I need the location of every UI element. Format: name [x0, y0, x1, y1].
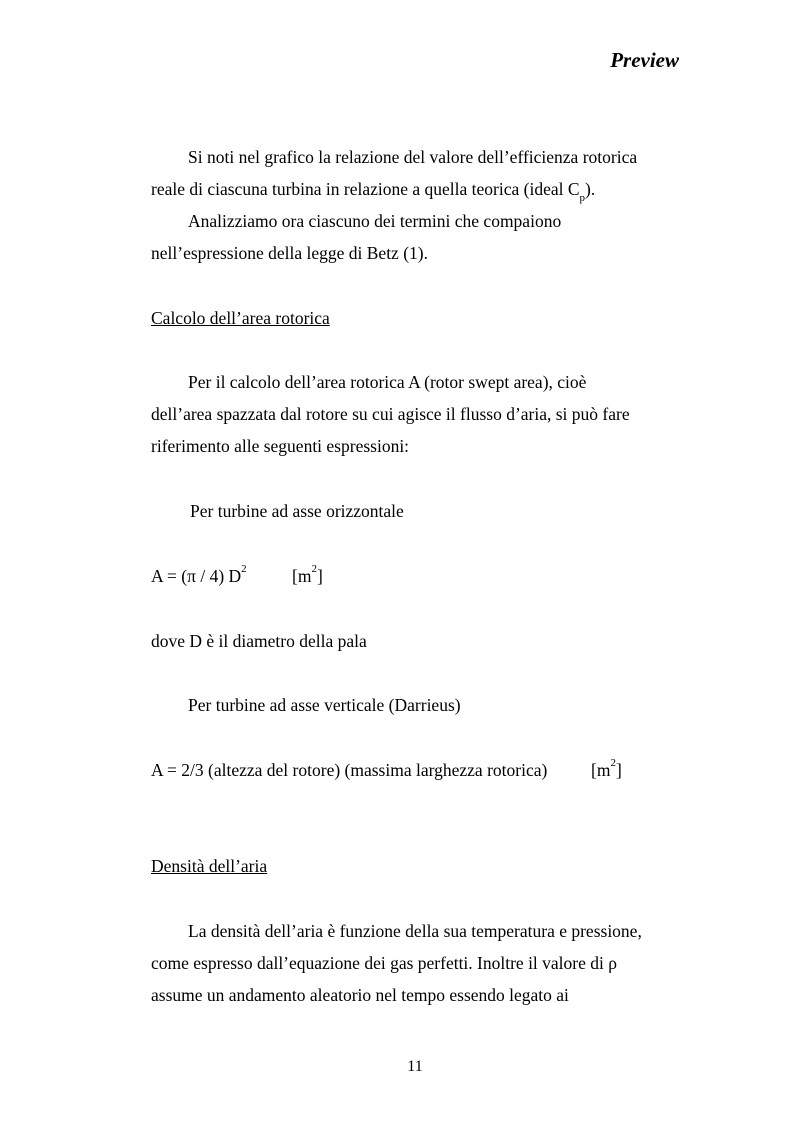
- intro-line-2-text: reale di ciascuna turbina in relazione a quella teorica (ideal C: [151, 179, 580, 199]
- horizontal-axis-label: Per turbine ad asse orizzontale: [190, 501, 404, 521]
- intro-line-4: nell’espressione della legge di Betz (1).: [151, 243, 428, 263]
- area-para-line-1: Per il calcolo dell’area rotorica A (rotor swept area), cioè: [188, 372, 587, 392]
- preview-header: Preview: [610, 48, 679, 72]
- area-para-line-3: riferimento alle seguenti espressioni:: [151, 436, 410, 456]
- vertical-axis-label: Per turbine ad asse verticale (Darrieus): [188, 695, 461, 715]
- formula-horizontal-note: dove D è il diametro della pala: [151, 631, 367, 651]
- formula-horizontal-unit-exponent: 2: [311, 563, 317, 576]
- cp-subscript: p: [579, 191, 586, 204]
- heading-densita-aria: Densità dell’aria: [151, 856, 268, 876]
- formula-horizontal-unit-close: ]: [316, 566, 323, 586]
- density-para-line-3: assume un andamento aleatorio nel tempo essendo legato ai: [151, 985, 569, 1005]
- formula-vertical: A = 2/3 (altezza del rotore) (massima larghezza rotorica): [151, 760, 548, 780]
- page-number: 11: [407, 1058, 423, 1075]
- intro-line-2-end: ).: [585, 179, 596, 199]
- formula-vertical-unit-open: [m: [591, 760, 611, 780]
- formula-horizontal-exponent: 2: [241, 563, 247, 576]
- formula-horizontal: [151, 563, 247, 586]
- density-para-line-2: come espresso dall’equazione dei gas perfetti. Inoltre il valore di ρ: [151, 953, 617, 973]
- formula-horizontal-unit: [292, 563, 323, 586]
- area-para-line-2: dell’area spazzata dal rotore su cui agisce il flusso d’aria, si può fare: [151, 404, 630, 424]
- formula-vertical-unit: [591, 757, 622, 780]
- formula-horizontal-main: A = (π / 4) D: [151, 566, 242, 586]
- intro-line-3: Analizziamo ora ciascuno dei termini che compaiono: [188, 211, 562, 231]
- formula-horizontal-unit-open: [m: [292, 566, 312, 586]
- heading-area-rotorica: Calcolo dell’area rotorica: [151, 308, 330, 328]
- formula-vertical-unit-close: ]: [615, 760, 622, 780]
- intro-line-1: Si noti nel grafico la relazione del valore dell’efficienza rotorica: [188, 147, 638, 167]
- formula-vertical-unit-exponent: 2: [610, 757, 616, 770]
- intro-line-2: [151, 179, 596, 204]
- density-para-line-1: La densità dell’aria è funzione della sua temperatura e pressione,: [188, 921, 642, 941]
